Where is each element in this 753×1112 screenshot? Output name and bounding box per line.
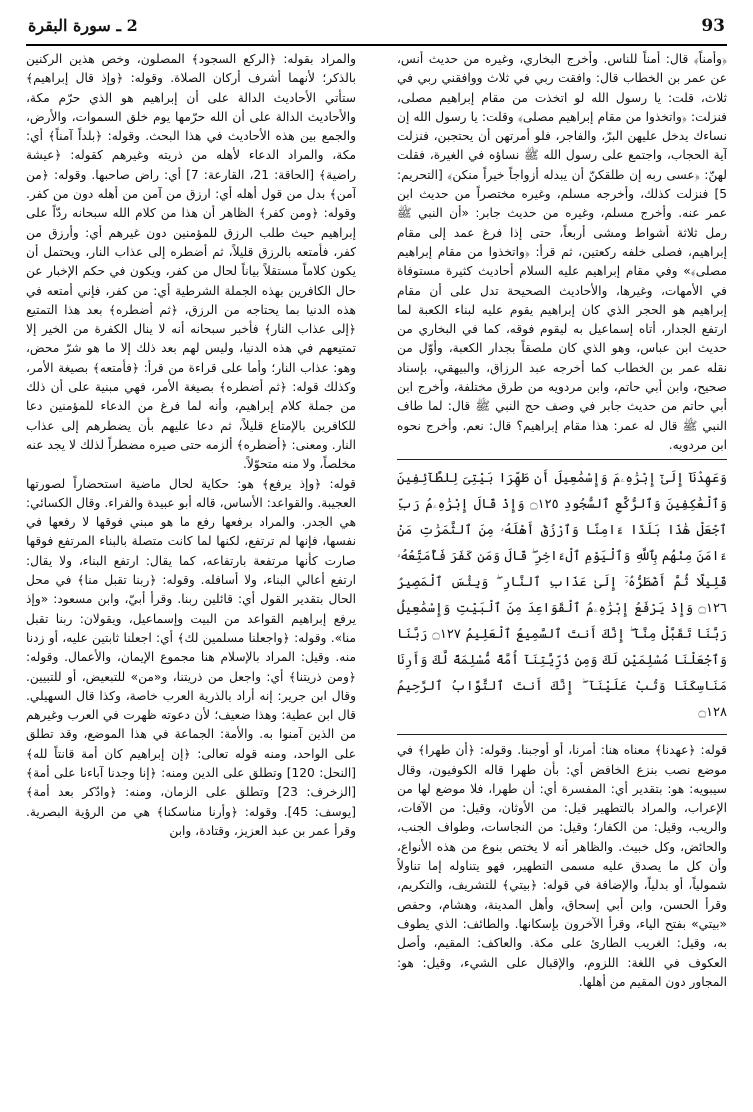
right-column bbox=[397, 50, 727, 1102]
verse-top-divider bbox=[397, 459, 727, 460]
commentary-paragraph: ﴿وأمناً﴾ قال: أمناً للناس. وأخرج البخاري، وغيره من حديث أنس، عن عمر بن الخطاب قال: وافقت ربي في ثلاث ووافقني ربي في ثلاث، قلت: يا رسول الله لو اتخذت من مقام إبراهيم مصلى، فنزلت: ﴿واتخذوا من مقام إبراهيم مصلى﴾ وقلت: يا رسول الله إن نساءك يدخل عليهن البرّ، والفاجر، فلو أمرتهن أن يحتجبن، فنزلت آية الحجاب، واجتمع على رسول الله ﷺ نساؤه في الغيرة، فقلت لهنّ: ﴿عسى ربه إن طلقكنّ أن يبدله أزواجاً خيراً منكن﴾ [التحريم: 5] فنزلت كذلك، وأخرجه مسلم، وغيره مختصراً من حديث ابن عمر عنه. وأخرج مسلم، وغيره من حديث جابر: «أن النبي ﷺ رمل ثلاثة أشواط ومشى أربعاً، حتى إذا فرغ عمد إلى مقام إبراهيم، فصلى خلفه ركعتين، ثم قرأ: ﴿واتخذوا من مقام إبراهيم مصلى﴾» وفي مقام إبراهيم عليه السلام أحاديث كثيرة مستوفاة في الأمهات، وغيرها، والأحاديث الصحيحة تدل على أن مقام إبراهيم هو الحجر الذي كان إبراهيم يقوم عليه لبناء الكعبة لما ارتفع الجدار، أتاه إسماعيل به ليقوم فوقه، كما في البخاري من حديث ابن عباس، وهو الذي كان ملصقاً بجدار الكعبة، وأوّل من نقله عمر بن الخطاب كما أخرجه عبد الرزاق، والبيهقي، بإسناد صحيح، وابن أبي حاتم، وابن مردويه من طرق مختلفة، وأخرج ابن أبي حاتم من حديث جابر في وصف حج النبي ﷺ قال: لما طاف النبي ﷺ قال له عمر: هذا مقام إبراهيم؟ قال: نعم. وأخرج نحوه ابن مردويه. bbox=[397, 52, 727, 452]
commentary-paragraph: قوله: ﴿عهدنا﴾ معناه هنا: أمرنا، أو أوجبنا. وقوله: ﴿أن طهرا﴾ في موضع نصب بنزع الخافض أي: بأن طهرا قاله الكوفيون، وقال سيبويه: هو: بتقدير أي: المفسرة أي: أن طهرا، فلا موضع لها من الإعراب، والمراد بالتطهير قيل: من الأوثان، وقيل: من الآفات، والريب، وقيل: من الكفار؛ وقيل: من النجاسات، وطواف الجنب، والحائض، وكل خبيث. والظاهر أنه لا يختص بنوع من هذه الأنواع، وأن كل ما يصدق عليه مسمى التطهير، فهو يتناوله إما تناولاً شمولياً، أو بدلياً، والإضافة في قوله: ﴿بيتي﴾ للتشريف، والتكريم، وقرأ الحسن، وابن أبي إسحاق، وأهل المدينة، وهشام، وحفص «بيتي» بفتح الياء، وقرأ الآخرون بإسكانها. والطائف: الذي يطوف به، وقيل: الغريب الطارئ على مكة. والعاكف: المقيم، وأصل العكوف في اللغة: اللزوم، والإقبال على الشيء، وقيل: هو: المجاور دون المقيم من أهلها. bbox=[397, 743, 727, 989]
commentary-paragraph: قوله: ﴿وإذ يرفع﴾ هو: حكاية لحال ماضية استحضاراً لصورتها العجيبة. والقواعد: الأساس، قاله أبو عبيدة والفراء. وقال الكسائي: هي الجدر. والمراد برفعها رفع ما هو مبني فوقها لا رفعها في نفسها، فإنها لم ترتفع، لكنها لما كانت متصلة بالبناء المرتفع فوقها صارت كأنها مرتفعة بارتفاعه، كما يقال: ارتفع البناء، ولا يقال: ارتفع أعالي البناء، ولا أسافله. وقوله: ﴿ربنا تقبل منا﴾ في محل الحال بتقدير القول أي: قائلين ربنا. وقرأ أبيّ، وابن مسعود: «وإذ يرفع إبراهيم القواعد من البيت وإسماعيل، ويقولان: ربنا تقبل منا». وقوله: ﴿واجعلنا مسلمين لك﴾ أي: اجعلنا ثابتين عليه، أو زدنا منه. وقيل: المراد بالإسلام هنا مجموع الإيمان، والأعمال. وقوله: ﴿ومن ذريتنا﴾ أي: واجعل من ذريتنا، و«من» للتبعيض، أو للتبيين. وقال ابن جرير: إنه أراد بالذرية العرب خاصة، وكذا قال السهيلي. قال ابن عطية: وهذا ضعيف؛ لأن دعوته ظهرت في العرب وغيرهم من الذين آمنوا به. والأمة: الجماعة في هذا الموضع، وقد تطلق على الواحد، ومنه قوله تعالى: ﴿إن إبراهيم كان أمة قانتاً لله﴾ [النحل: 120] وتطلق على الدين ومنه: ﴿إنا وجدنا آباءنا على أمة﴾ [الزخرف: 23] وتطلق على الزمان، ومنه: ﴿وادّكر بعد أمة﴾ [يوسف: 45]. وقوله: ﴿وأرنا مناسكنا﴾ هي من الرؤية البصرية. وقرأ عمر بن عبد العزيز، وقتادة، وابن bbox=[26, 476, 356, 838]
quran-verses-block: وَعَهِدْنَآ إِلَىٰٓ إِبْرَٰهِۦمَ وَإِسْمَٰعِيلَ أَن طَهِّرَا بَيْتِىَ لِلطَّآئِفِينَ وَٱلْعَٰكِفِينَ وَٱلرُّكَّعِ ٱلسُّجُودِ ۝١٢٥ وَإِذْ قَالَ إِبْرَٰهِۦمُ رَبِّ ٱجْعَلْ هَٰذَا بَلَدًا ءَامِنًا وَٱرْزُقْ أَهْلَهُۥ مِنَ ٱلثَّمَرَٰتِ مَنْ ءَامَنَ مِنْهُم بِٱللَّهِ وَٱلْيَوْمِ ٱلْءَاخِرِ ۖ قَالَ وَمَن كَفَرَ فَأُمَتِّعُهُۥ قَلِيلًا ثُمَّ أَضْطَرُّهُۥٓ إِلَىٰ عَذَابِ ٱلنَّارِ ۖ وَبِئْسَ ٱلْمَصِيرُ ۝١٢٦ وَإِذْ يَرْفَعُ إِبْرَٰهِۦمُ ٱلْقَوَاعِدَ مِنَ ٱلْبَيْتِ وَإِسْمَٰعِيلُ رَبَّنَا تَقَبَّلْ مِنَّآ ۖ إِنَّكَ أَنتَ ٱلسَّمِيعُ ٱلْعَلِيمُ ۝١٢٧ رَبَّنَا وَٱجْعَلْنَا مُسْلِمَيْنِ لَكَ وَمِن ذُرِّيَّتِنَآ أُمَّةً مُّسْلِمَةً لَّكَ وَأَرِنَا مَنَاسِكَنَا وَتُبْ عَلَيْنَآ ۖ إِنَّكَ أَنتَ ٱلتَّوَّابُ ٱلرَّحِيمُ ۝١٢٨ bbox=[397, 471, 727, 721]
page-number: 93 bbox=[701, 16, 725, 36]
verse-bottom-divider bbox=[397, 734, 727, 735]
running-head-surah-title: 2 ـ سورة البقرة bbox=[28, 16, 138, 35]
commentary-paragraph: والمراد بقوله: ﴿الركع السجود﴾ المصلون، وخص هذين الركنين بالذكر؛ لأنهما أشرف أركان الصلاة. وقوله: ﴿وإذ قال إبراهيم﴾ ستأتي الأحاديث الدالة على أن إبراهيم هو الذي حرّم مكة، والأحاديث الدالة على أن الله حرّمها يوم خلق السموات، والأرض، والجمع بين هذه الأحاديث في هذا البحث. وقوله: ﴿بلداً آمناً﴾ أي: مكة، والمراد الدعاء لأهله من ذريته وغيرهم كقوله: ﴿عيشة راضية﴾ [الحاقة: 21، القارعة: 7] أي: راض صاحبها. وقوله: ﴿من آمن﴾ بدل من قول أهله أي: ارزق من آمن من أهله دون من كفر. وقوله: ﴿ومن كفر﴾ الظاهر أن هذا من كلام الله سبحانه ردّاً على إبراهيم حيث طلب الرزق للمؤمنين دون غيرهم أي: وأرزق من كفر، فأمتعه بالرزق قليلاً، ثم أضطره إلى عذاب النار، ويحتمل أن يكون كلاماً مستقلاً بياناً لحال من كفر، ويكون في حكم الإخبار عن حال الكافرين بهذه الجملة الشرطية أي: من كفر، فإني أمتعه في هذه الدنيا بما يحتاجه من الرزق، ﴿ثم أضطره﴾ بعد هذا التمتيع ﴿إلى عذاب النار﴾ فأخبر سبحانه أنه لا ينال الكفرة من الخير إلا تمتيعهم في هذه الدنيا، وليس لهم بعد ذلك إلا ما هو شرّ محض، وهو: عذاب النار؛ وأما على قراءة من قرأ: ﴿فأمتعه﴾ بصيغة الأمر، وكذلك قوله: ﴿ثم أضطره﴾ بصيغة الأمر، فهي مبنية على أن ذلك من جملة كلام إبراهيم، وأنه لما فرغ من الدعاء للمؤمنين دعا للكافرين بالإمتاع قليلاً، ثم دعا عليهم بأن يضطرهم إلى عذاب النار. ومعنى: ﴿أضطره﴾ ألزمه حتى صيره مضطراً لذلك لا يجد عنه مخلصاً، ولا منه متحوّلاً. bbox=[26, 52, 356, 472]
left-column bbox=[26, 50, 356, 1102]
page-header bbox=[26, 12, 727, 46]
